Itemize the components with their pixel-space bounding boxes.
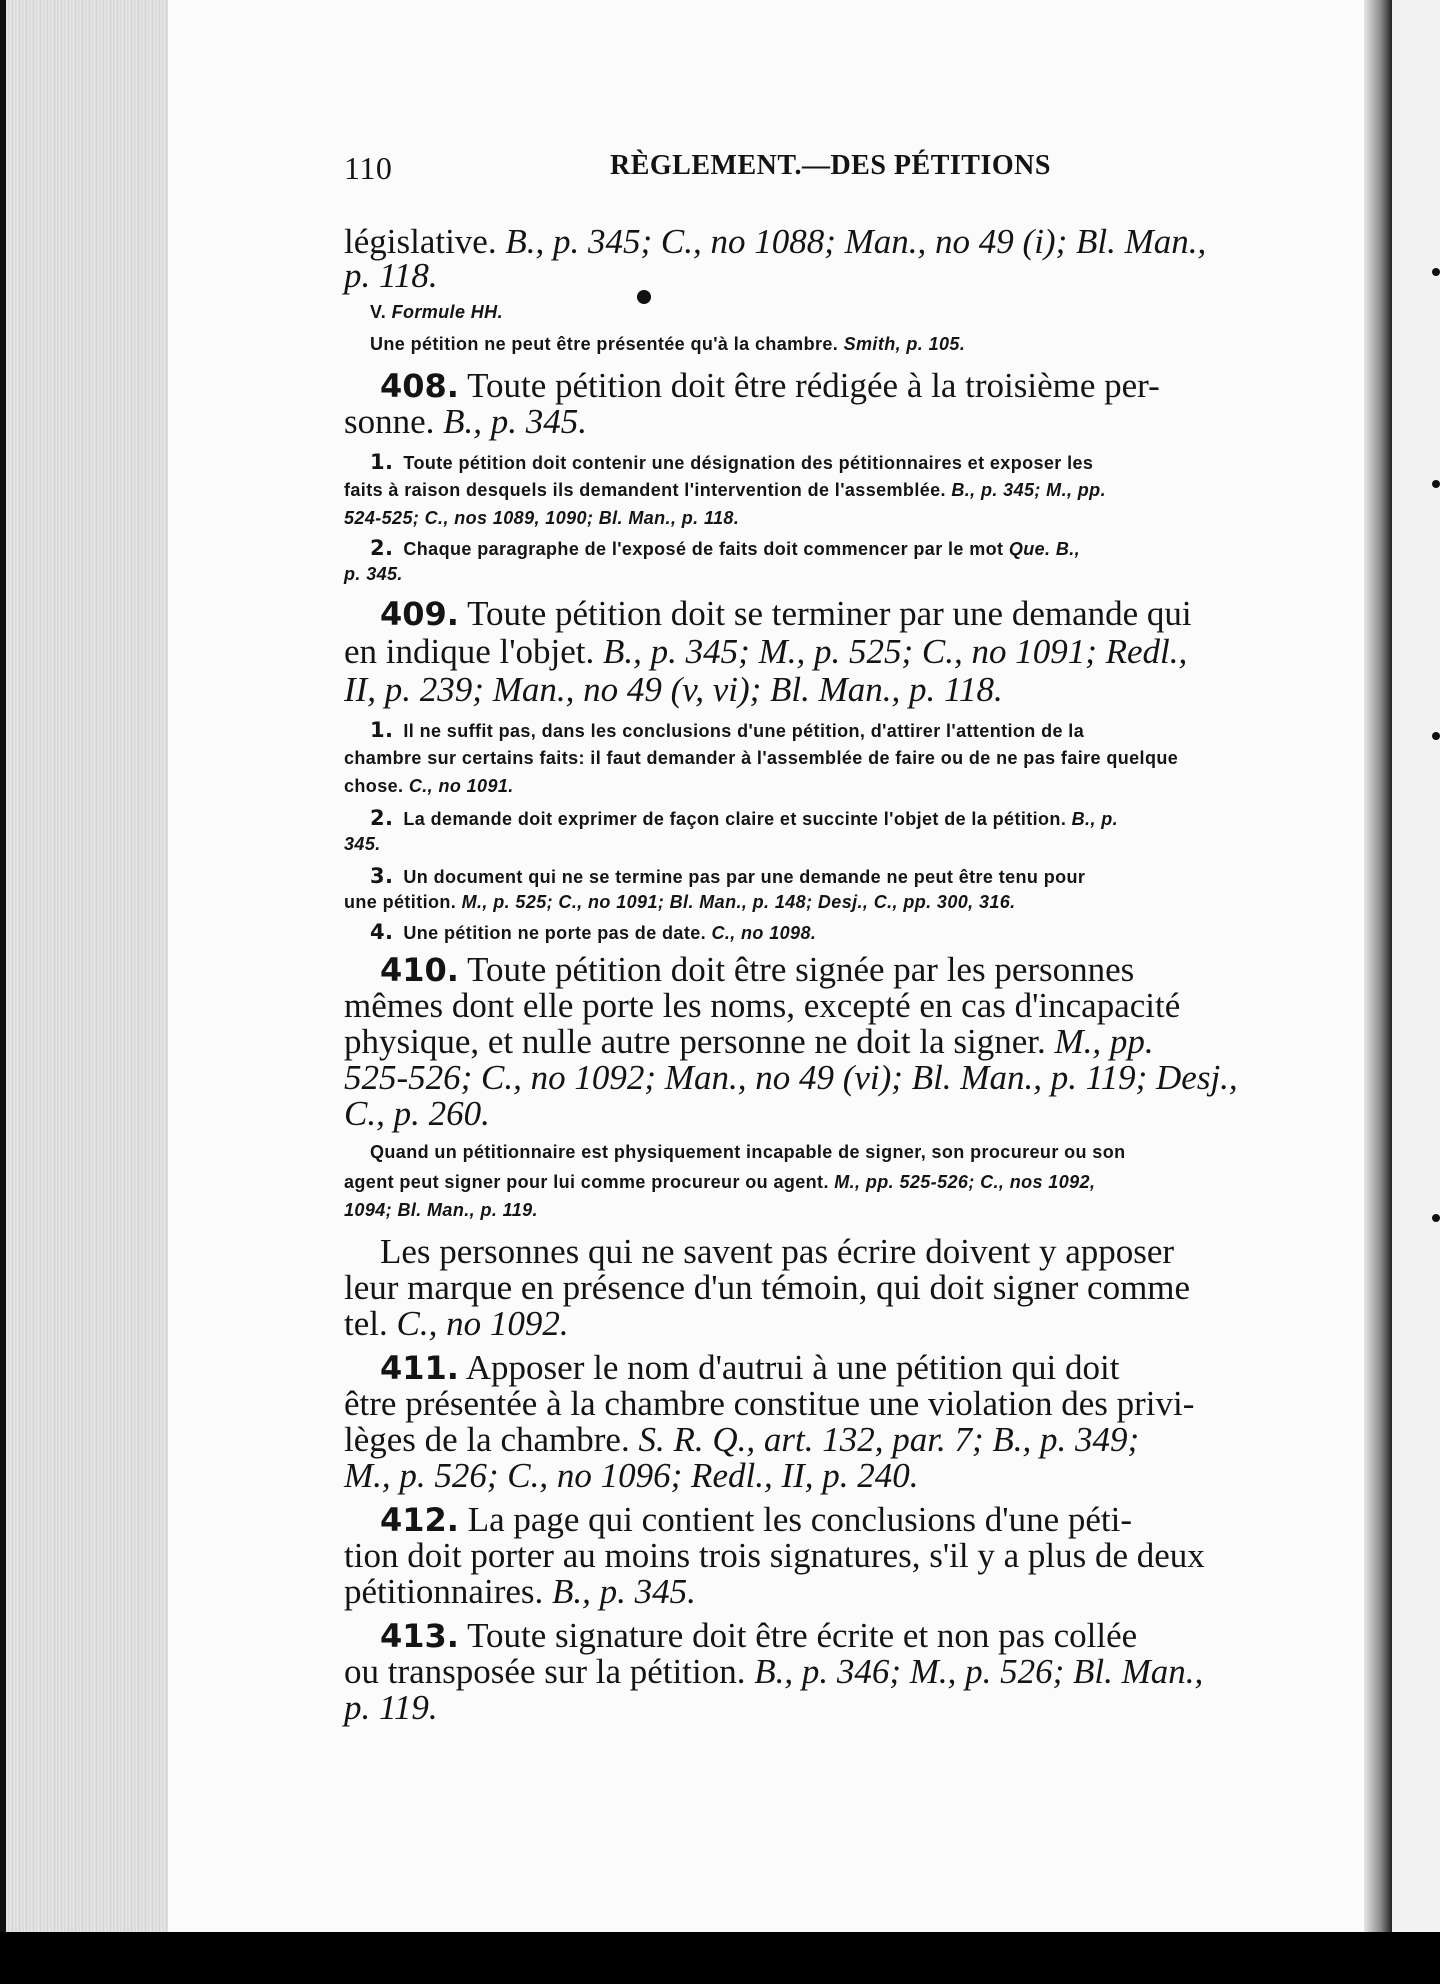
text-line: 524-525; C., nos 1089, 1090; Bl. Man., p. 118. bbox=[344, 508, 740, 528]
article-412: 412. La page qui contient les conclusions d'une péti- bbox=[380, 1500, 1133, 1539]
article-413: 413. Toute signature doit être écrite et non pas collée bbox=[380, 1616, 1138, 1655]
text-line: pétitionnaires. B., p. 345. bbox=[344, 1572, 696, 1611]
text-line: M., p. 526; C., no 1096; Redl., II, p. 240. bbox=[344, 1456, 919, 1495]
running-head: RÈGLEMENT.—DES PÉTITIONS bbox=[610, 150, 1051, 181]
text-line: 1. Il ne suffit pas, dans les conclusions d'une pétition, d'attirer l'attention de la bbox=[370, 718, 1085, 742]
text-line: 1094; Bl. Man., p. 119. bbox=[344, 1200, 538, 1220]
facing-page-mark bbox=[1432, 480, 1440, 488]
text-line: faits à raison desquels ils demandent l'intervention de l'assemblée. B., p. 345; M., pp. bbox=[344, 480, 1106, 500]
facing-page-mark bbox=[1432, 268, 1440, 276]
article-408: 408. Toute pétition doit être rédigée à la troisième per- bbox=[380, 366, 1160, 405]
text-line: chose. C., no 1091. bbox=[344, 776, 514, 796]
text-line: une pétition. M., p. 525; C., no 1091; Bl. Man., p. 148; Desj., C., pp. 300, 316. bbox=[344, 892, 1016, 912]
ink-dot bbox=[637, 290, 651, 304]
text-line: p. 119. bbox=[344, 1688, 438, 1727]
text-line: 3. Un document qui ne se termine pas par une demande ne peut être tenu pour bbox=[370, 864, 1086, 888]
text-line: ou transposée sur la pétition. B., p. 346; M., p. 526; Bl. Man., bbox=[344, 1652, 1204, 1691]
text-line: p. 118. bbox=[344, 256, 438, 295]
text-line: Une pétition ne peut être présentée qu'à la chambre. Smith, p. 105. bbox=[370, 334, 966, 354]
text-line: II, p. 239; Man., no 49 (v, vi); Bl. Man., p. 118. bbox=[344, 670, 1003, 709]
scan-border-bottom bbox=[0, 1932, 1440, 1984]
book-page-edges bbox=[0, 0, 170, 1932]
text-line: 1. Toute pétition doit contenir une désignation des pétitionnaires et exposer les bbox=[370, 450, 1094, 474]
text-line: p. 345. bbox=[344, 564, 403, 584]
text-line: chambre sur certains faits: il faut demander à l'assemblée de faire ou de ne pas faire quelque bbox=[344, 748, 1179, 768]
article-410: 410. Toute pétition doit être signée par les personnes bbox=[380, 950, 1135, 989]
text-line: physique, et nulle autre personne ne doit la signer. M., pp. bbox=[344, 1022, 1154, 1061]
text-line: législative. B., p. 345; C., no 1088; Man., no 49 (i); Bl. Man., bbox=[344, 222, 1207, 261]
text-line: Les personnes qui ne savent pas écrire doivent y apposer bbox=[380, 1232, 1175, 1271]
facing-page-mark bbox=[1432, 732, 1440, 740]
text-line: être présentée à la chambre constitue une violation des privi- bbox=[344, 1384, 1195, 1423]
page-number: 110 bbox=[344, 150, 393, 186]
text-line: en indique l'objet. B., p. 345; M., p. 525; C., no 1091; Redl., bbox=[344, 632, 1188, 671]
text-line: mêmes dont elle porte les noms, excepté en cas d'incapacité bbox=[344, 986, 1181, 1025]
facing-page-edge bbox=[1392, 0, 1440, 1932]
text-line: agent peut signer pour lui comme procureur ou agent. M., pp. 525-526; C., nos 1092, bbox=[344, 1172, 1096, 1192]
text-line: sonne. B., p. 345. bbox=[344, 402, 588, 441]
text-line: 525-526; C., no 1092; Man., no 49 (vi); Bl. Man., p. 119; Desj., bbox=[344, 1058, 1238, 1097]
text-line: V. Formule HH. bbox=[370, 302, 503, 322]
text-line: 345. bbox=[344, 834, 381, 854]
text-line: 2. La demande doit exprimer de façon claire et succinte l'objet de la pétition. B., p. bbox=[370, 806, 1119, 830]
text-line: tion doit porter au moins trois signatures, s'il y a plus de deux bbox=[344, 1536, 1205, 1575]
text-line: 4. Une pétition ne porte pas de date. C., no 1098. bbox=[370, 920, 817, 944]
text-line: lèges de la chambre. S. R. Q., art. 132, par. 7; B., p. 349; bbox=[344, 1420, 1140, 1459]
text-line: 2. Chaque paragraphe de l'exposé de faits doit commencer par le mot Que. B., bbox=[370, 536, 1081, 560]
facing-page-mark bbox=[1432, 1214, 1440, 1222]
text-line: Quand un pétitionnaire est physiquement incapable de signer, son procureur ou son bbox=[370, 1142, 1126, 1162]
text-line: tel. C., no 1092. bbox=[344, 1304, 569, 1343]
article-409: 409. Toute pétition doit se terminer par une demande qui bbox=[380, 594, 1192, 633]
book-gutter bbox=[1364, 0, 1392, 1932]
text-line: C., p. 260. bbox=[344, 1094, 490, 1133]
text-line: leur marque en présence d'un témoin, qui doit signer comme bbox=[344, 1268, 1191, 1307]
article-411: 411. Apposer le nom d'autrui à une pétition qui doit bbox=[380, 1348, 1120, 1387]
